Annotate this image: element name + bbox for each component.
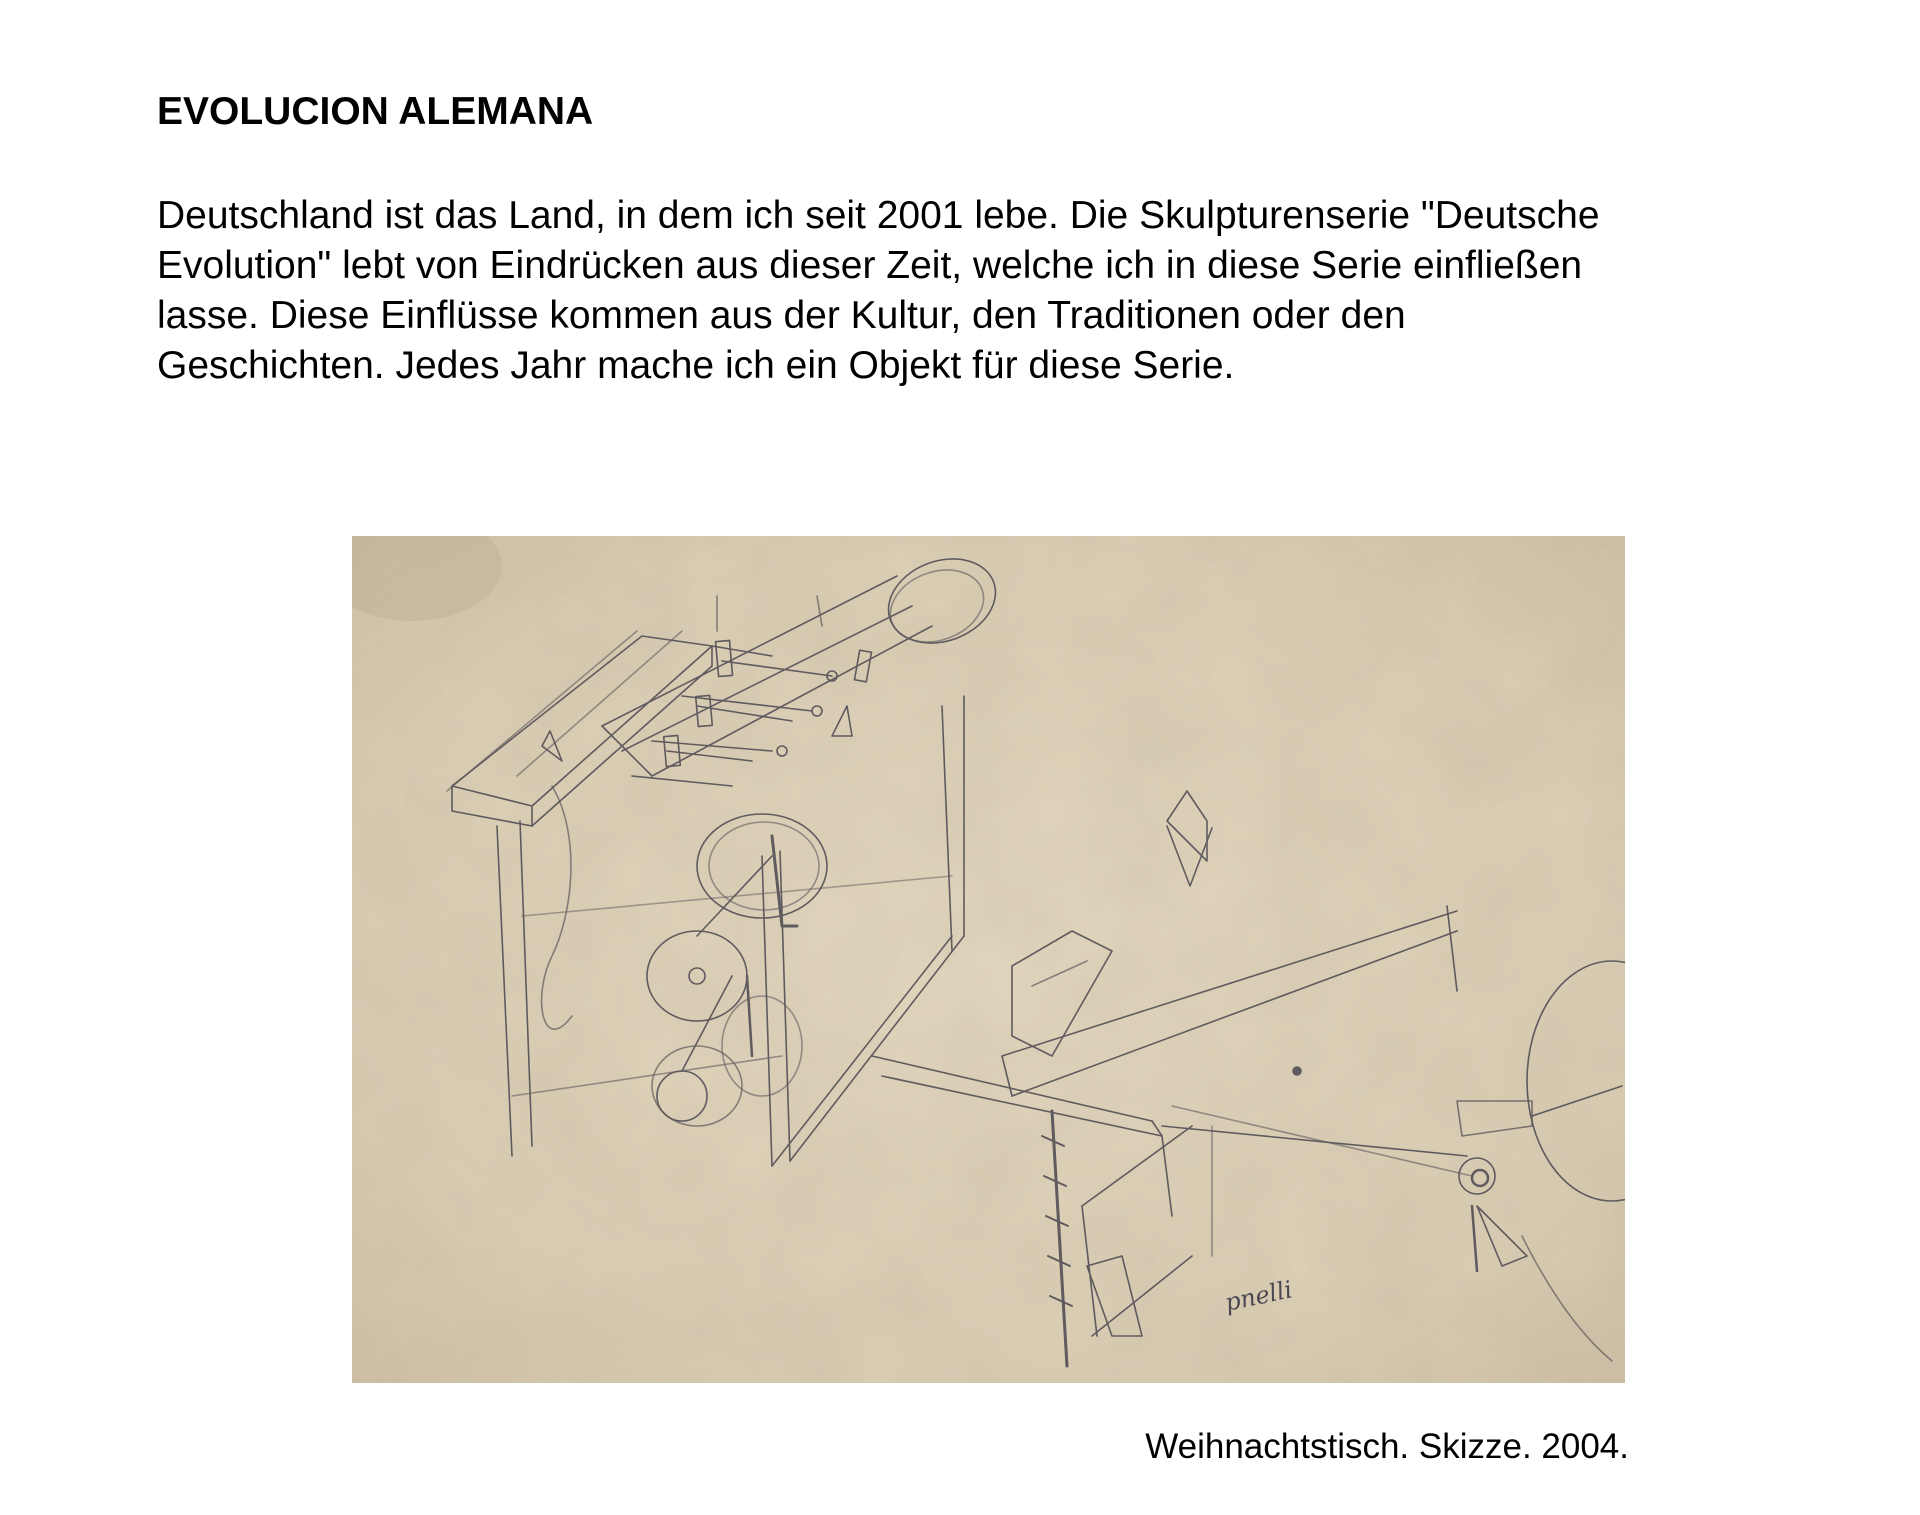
intro-line: Evolution" lebt von Eindrücken aus dieser Zeit, welche ich in diese Serie einfließen <box>157 244 1583 287</box>
page-title: EVOLUCION ALEMANA <box>157 90 594 133</box>
artist-signature: pnelli <box>1222 1275 1295 1317</box>
figure-caption: Weihnachtstisch. Skizze. 2004. <box>1145 1427 1629 1466</box>
sketch-image <box>352 536 1625 1383</box>
paper-texture <box>352 536 1625 1383</box>
intro-paragraph <box>157 191 1837 391</box>
pencil-sketch-drawing <box>352 536 1625 1383</box>
intro-line: lasse. Diese Einflüsse kommen aus der Kultur, den Traditionen oder den <box>157 294 1406 337</box>
intro-line: Deutschland ist das Land, in dem ich seit 2001 lebe. Die Skulpturenserie "Deutsche <box>157 194 1600 237</box>
intro-line: Geschichten. Jedes Jahr mache ich ein Objekt für diese Serie. <box>157 344 1235 387</box>
